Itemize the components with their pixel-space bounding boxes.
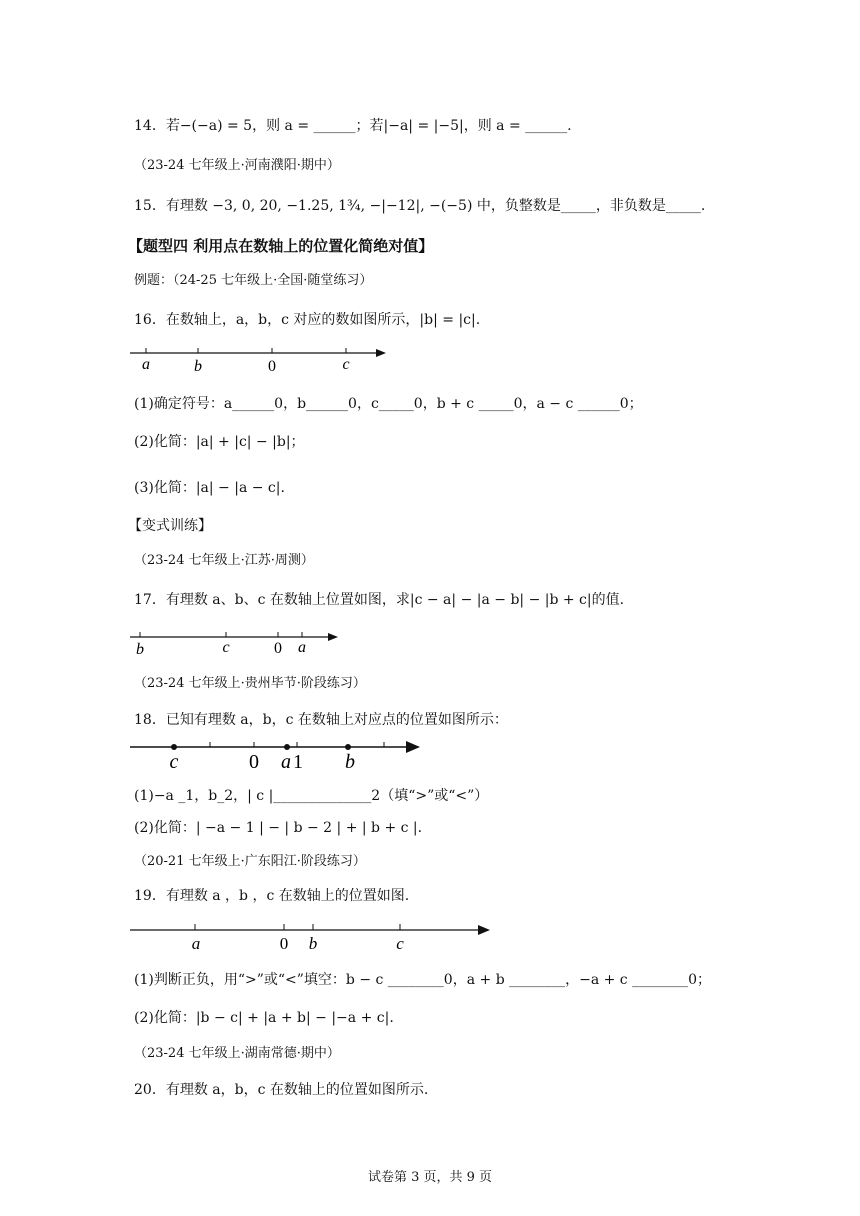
variant-heading: 【变式训练】 bbox=[128, 518, 212, 534]
tick-label: a bbox=[142, 356, 150, 373]
tick-label: b bbox=[136, 641, 144, 658]
question-16: 16．在数轴上，a，b，c 对应的数如图所示，|b| = |c|. bbox=[134, 312, 481, 328]
example-source: 例题：（24-25 七年级上·全国·随堂练习） bbox=[134, 273, 373, 288]
question-18: 18．已知有理数 a，b，c 在数轴上对应点的位置如图所示： bbox=[134, 712, 508, 728]
question-20: 20．有理数 a，b，c 在数轴上的位置如图所示. bbox=[134, 1082, 429, 1098]
q18-part2: (2)化简：| −a − 1 | − | b − 2 | + | b + c |. bbox=[134, 820, 423, 836]
q19-part2: (2)化简：|b − c| + |a + b| − |−a + c|. bbox=[134, 1010, 394, 1026]
question-19: 19．有理数 a ，b ，c 在数轴上的位置如图. bbox=[134, 888, 410, 904]
tick-label: 0 bbox=[274, 640, 282, 657]
tick-label: c bbox=[169, 751, 179, 773]
source-note: （23-24 七年级上·河南濮阳·期中） bbox=[134, 158, 340, 173]
q19-part1: (1)判断正负，用“>”或“<”填空：b − c ________0，a + b ________，−a + c ________0； bbox=[134, 972, 712, 988]
question-17: 17．有理数 a、b、c 在数轴上位置如图，求|c − a| − |a − b| − |b + c|的值. bbox=[134, 592, 625, 608]
tick-label: c bbox=[342, 356, 350, 373]
tick-label: 0 bbox=[249, 751, 259, 773]
question-14: 14．若−(−a) = 5，则 a = ______；若|−a| = |−5|，则 a = ______. bbox=[134, 118, 572, 134]
tick-label: b bbox=[308, 934, 318, 953]
source-note: （23-24 七年级上·江苏·周测） bbox=[134, 553, 314, 568]
source-note: （23-24 七年级上·贵州毕节·阶段练习） bbox=[134, 676, 366, 691]
tick-label: 1 bbox=[293, 751, 303, 773]
question-15: 15．有理数 −3, 0, 20, −1.25, 1¾, −|−12|, −(−5) 中，负整数是_____，非负数是_____. bbox=[134, 198, 706, 214]
tick-label: b bbox=[345, 751, 355, 773]
source-note: （23-24 七年级上·湖南常德·期中） bbox=[134, 1046, 340, 1061]
page-footer: 试卷第 3 页，共 9 页 bbox=[367, 1170, 493, 1185]
tick-label: a bbox=[298, 639, 306, 656]
q18-part1: (1)−a _1，b_2，| c |______________2（填“>”或“<”） bbox=[134, 788, 489, 804]
tick-label: a bbox=[191, 934, 201, 953]
tick-label: 0 bbox=[279, 934, 289, 953]
q16-part3: (3)化简：|a| − |a − c|. bbox=[134, 480, 285, 496]
tick-label: b bbox=[194, 358, 202, 375]
source-note: （20-21 七年级上·广东阳江·阶段练习） bbox=[134, 854, 366, 869]
tick-label: 0 bbox=[268, 358, 276, 375]
q16-part1: (1)确定符号：a______0，b______0，c_____0，b + c _____0，a − c ______0； bbox=[134, 396, 643, 412]
tick-label: c bbox=[222, 639, 230, 656]
tick-label: a bbox=[281, 751, 291, 773]
section-heading: 【题型四 利用点在数轴上的位置化简绝对值】 bbox=[128, 237, 434, 255]
tick-label: c bbox=[396, 934, 404, 953]
q16-part2: (2)化简：|a| + |c| − |b|； bbox=[134, 434, 305, 450]
